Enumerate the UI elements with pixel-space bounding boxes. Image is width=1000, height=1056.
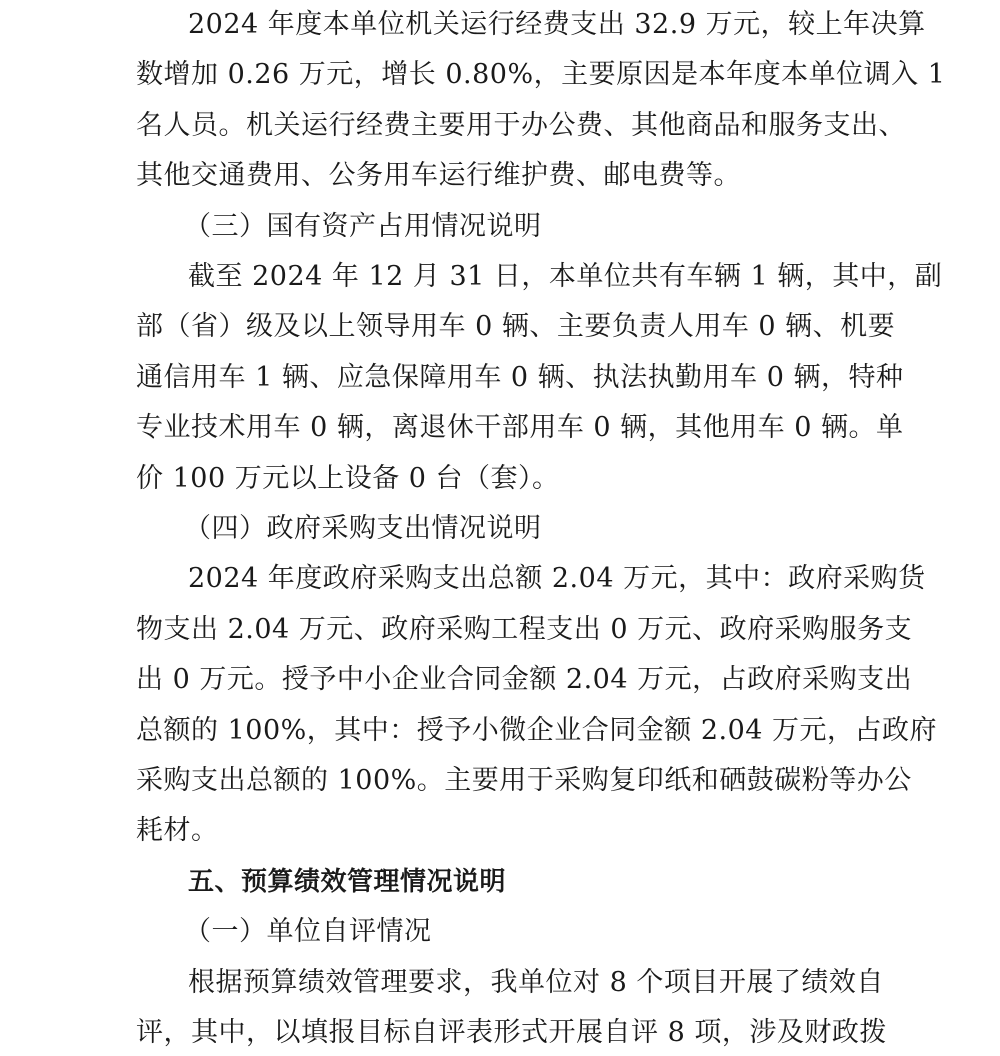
paragraph-line: 物支出 2.04 万元、政府采购工程支出 0 万元、政府采购服务支 xyxy=(136,613,913,645)
paragraph-line: 名人员。机关运行经费主要用于办公费、其他商品和服务支出、 xyxy=(136,109,906,141)
section-heading: 五、预算绩效管理情况说明 xyxy=(188,866,507,897)
section-subheading: （三）国有资产占用情况说明 xyxy=(184,210,542,242)
paragraph-line: 截至 2024 年 12 月 31 日，本单位共有车辆 1 辆，其中，副 xyxy=(188,261,943,292)
paragraph-line: 2024 年度政府采购支出总额 2.04 万元，其中：政府采购货 xyxy=(188,563,926,595)
paragraph-line: 通信用车 1 辆、应急保障用车 0 辆、执法执勤用车 0 辆，特种 xyxy=(136,361,904,393)
paragraph-line: 总额的 100%，其中：授予小微企业合同金额 2.04 万元，占政府 xyxy=(136,714,938,746)
section-subheading: （四）政府采购支出情况说明 xyxy=(184,513,542,544)
section-subheading: （一）单位自评情况 xyxy=(184,916,432,948)
paragraph-line: 价 100 万元以上设备 0 台（套）。 xyxy=(136,462,560,494)
paragraph-line: 数增加 0.26 万元，增长 0.80%，主要原因是本年度本单位调入 1 xyxy=(136,59,946,91)
paragraph-line: 2024 年度本单位机关运行经费支出 32.9 万元，较上年决算 xyxy=(188,9,926,40)
paragraph-line: 专业技术用车 0 辆，离退休干部用车 0 辆，其他用车 0 辆。单 xyxy=(136,412,904,444)
paragraph-line: 耗材。 xyxy=(136,815,219,847)
paragraph-line: 部（省）级及以上领导用车 0 辆、主要负责人用车 0 辆、机要 xyxy=(136,311,896,343)
paragraph-line: 评，其中，以填报目标自评表形式开展自评 8 项，涉及财政拨 xyxy=(136,1017,887,1048)
paragraph-line: 其他交通费用、公务用车运行维护费、邮电费等。 xyxy=(136,160,741,192)
paragraph-line: 出 0 万元。授予中小企业合同金额 2.04 万元，占政府采购支出 xyxy=(136,664,913,696)
paragraph-line: 根据预算绩效管理要求，我单位对 8 个项目开展了绩效自 xyxy=(188,966,884,998)
paragraph-line: 采购支出总额的 100%。主要用于采购复印纸和硒鼓碳粉等办公 xyxy=(136,765,912,796)
